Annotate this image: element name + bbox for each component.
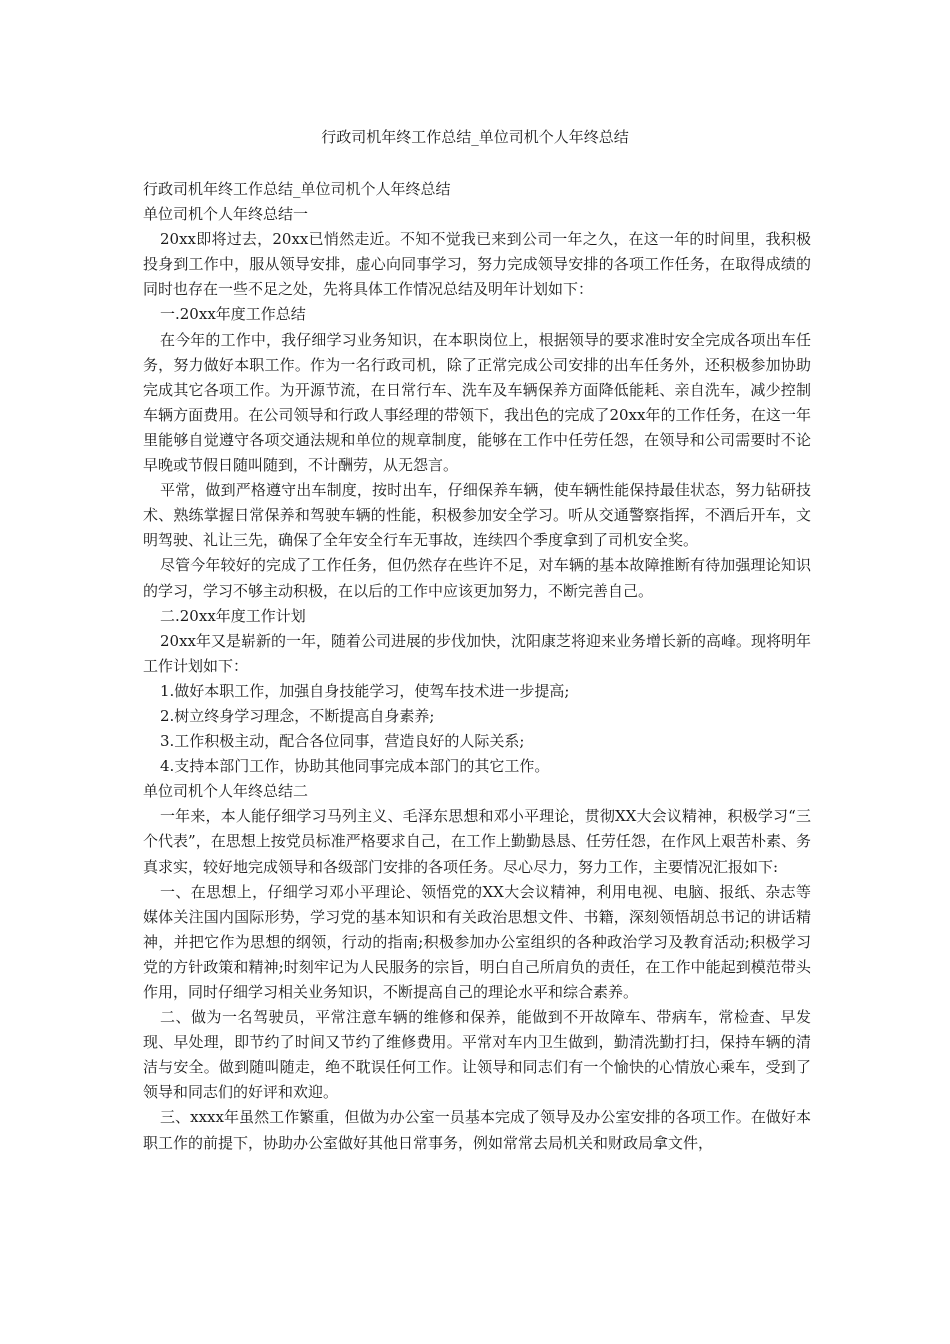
body-paragraph: 三、xxxx年虽然工作繁重，但做为办公室一员基本完成了领导及办公室安排的各项工作。在做好本职工作的前提下，协助办公室做好其他日常事务，例如常常去局机关和财政局拿文件， [143, 1108, 811, 1152]
body-paragraph: 二.20xx年度工作计划 [160, 606, 306, 625]
body-paragraph: 平常，做到严格遵守出车制度，按时出车，仔细保养车辆，使车辆性能保持最佳状态，努力钻研技术、熟练掌握日常保养和驾驶车辆的性能，积极参加安全学习。听从交通警察指挥，不酒后开车，文明驾驶、礼让三先，确保了全年安全行车无事故，连续四个季度拿到了司机安全奖。 [143, 481, 811, 550]
body-paragraph: 3.工作积极主动，配合各位同事，营造良好的人际关系; [160, 732, 525, 751]
body-paragraph: 4.支持本部门工作，协助其他同事完成本部门的其它工作。 [160, 757, 550, 776]
body-paragraph: 一.20xx年度工作总结 [160, 305, 306, 324]
body-paragraph: 1.做好本职工作，加强自身技能学习，使驾车技术进一步提高; [160, 681, 570, 700]
body-paragraph: 二、做为一名驾驶员，平常注意车辆的维修和保养，能做到不开故障车、带病车，常检查、早发现、早处理，即节约了时间又节约了维修费用。平常对车内卫生做到，勤清洗勤打扫，保持车辆的清洁与安全。做到随叫随走，绝不耽误任何工作。让领导和同志们有一个愉快的心情放心乘车，受到了领导和同志们的好评和欢迎。 [143, 1008, 811, 1102]
document-title: 行政司机年终工作总结_单位司机个人年终总结 [321, 128, 629, 146]
document-body [143, 177, 811, 1156]
body-paragraph: 20xx即将过去，20xx已悄然走近。不知不觉我已来到公司一年之久，在这一年的时间里，我积极投身到工作中，服从领导安排，虚心向同事学习，努力完成领导安排的各项工作任务，在取得成绩的同时也存在一些不足之处，先将具体工作情况总结及明年计划如下： [143, 230, 811, 299]
body-paragraph: 20xx年又是崭新的一年，随着公司进展的步伐加快，沈阳康芝将迎来业务增长新的高峰。现将明年工作计划如下： [143, 631, 812, 675]
body-paragraph: 在今年的工作中，我仔细学习业务知识，在本职岗位上，根据领导的要求准时安全完成各项出车任务，努力做好本职工作。作为一名行政司机，除了正常完成公司安排的出车任务外，还积极参加协助完成其它各项工作。为开源节流，在日常行车、洗车及车辆保养方面降低能耗、亲自洗车，减少控制车辆方面费用。在公司领导和行政人事经理的带领下，我出色的完成了20xx年的工作任务，在这一年里能够自觉遵守各项交通法规和单位的规章制度，能够在工作中任劳任怨，在领导和公司需要时不论早晚或节假日随叫随到，不计酬劳，从无怨言。 [143, 330, 811, 475]
section-heading: 行政司机年终工作总结_单位司机个人年终总结 [143, 180, 451, 198]
body-paragraph: 尽管今年较好的完成了工作任务，但仍然存在些许不足，对车辆的基本故障推断有待加强理论知识的学习，学习不够主动积极，在以后的工作中应该更加努力，不断完善自己。 [143, 556, 811, 600]
body-paragraph: 一年来，本人能仔细学习马列主义、毛泽东思想和邓小平理论，贯彻XX大会议精神，积极学习“三个代表”，在思想上按党员标准严格要求自己，在工作上勤勤恳恳、任劳任怨，在作风上艰苦朴素、务真求实，较好地完成领导和各级部门安排的各项任务。尽心尽力，努力工作，主要情况汇报如下: [143, 807, 811, 876]
section-heading: 单位司机个人年终总结一 [143, 205, 309, 224]
body-paragraph: 一、在思想上，仔细学习邓小平理论、领悟党的XX大会议精神，利用电视、电脑、报纸、杂志等媒体关注国内国际形势，学习党的基本知识和有关政治思想文件、书籍，深刻领悟胡总书记的讲话精神，并把它作为思想的纲领，行动的指南;积极参加办公室组织的各种政治学习及教育活动;积极学习党的方针政策和精神;时刻牢记为人民服务的宗旨，明白自己所肩负的责任，在工作中能起到模范带头作用，同时仔细学习相关业务知识，不断提高自己的理论水平和综合素养。 [143, 882, 811, 1001]
body-paragraph: 2.树立终身学习理念，不断提高自身素养; [160, 706, 435, 725]
section-heading: 单位司机个人年终总结二 [143, 782, 309, 801]
